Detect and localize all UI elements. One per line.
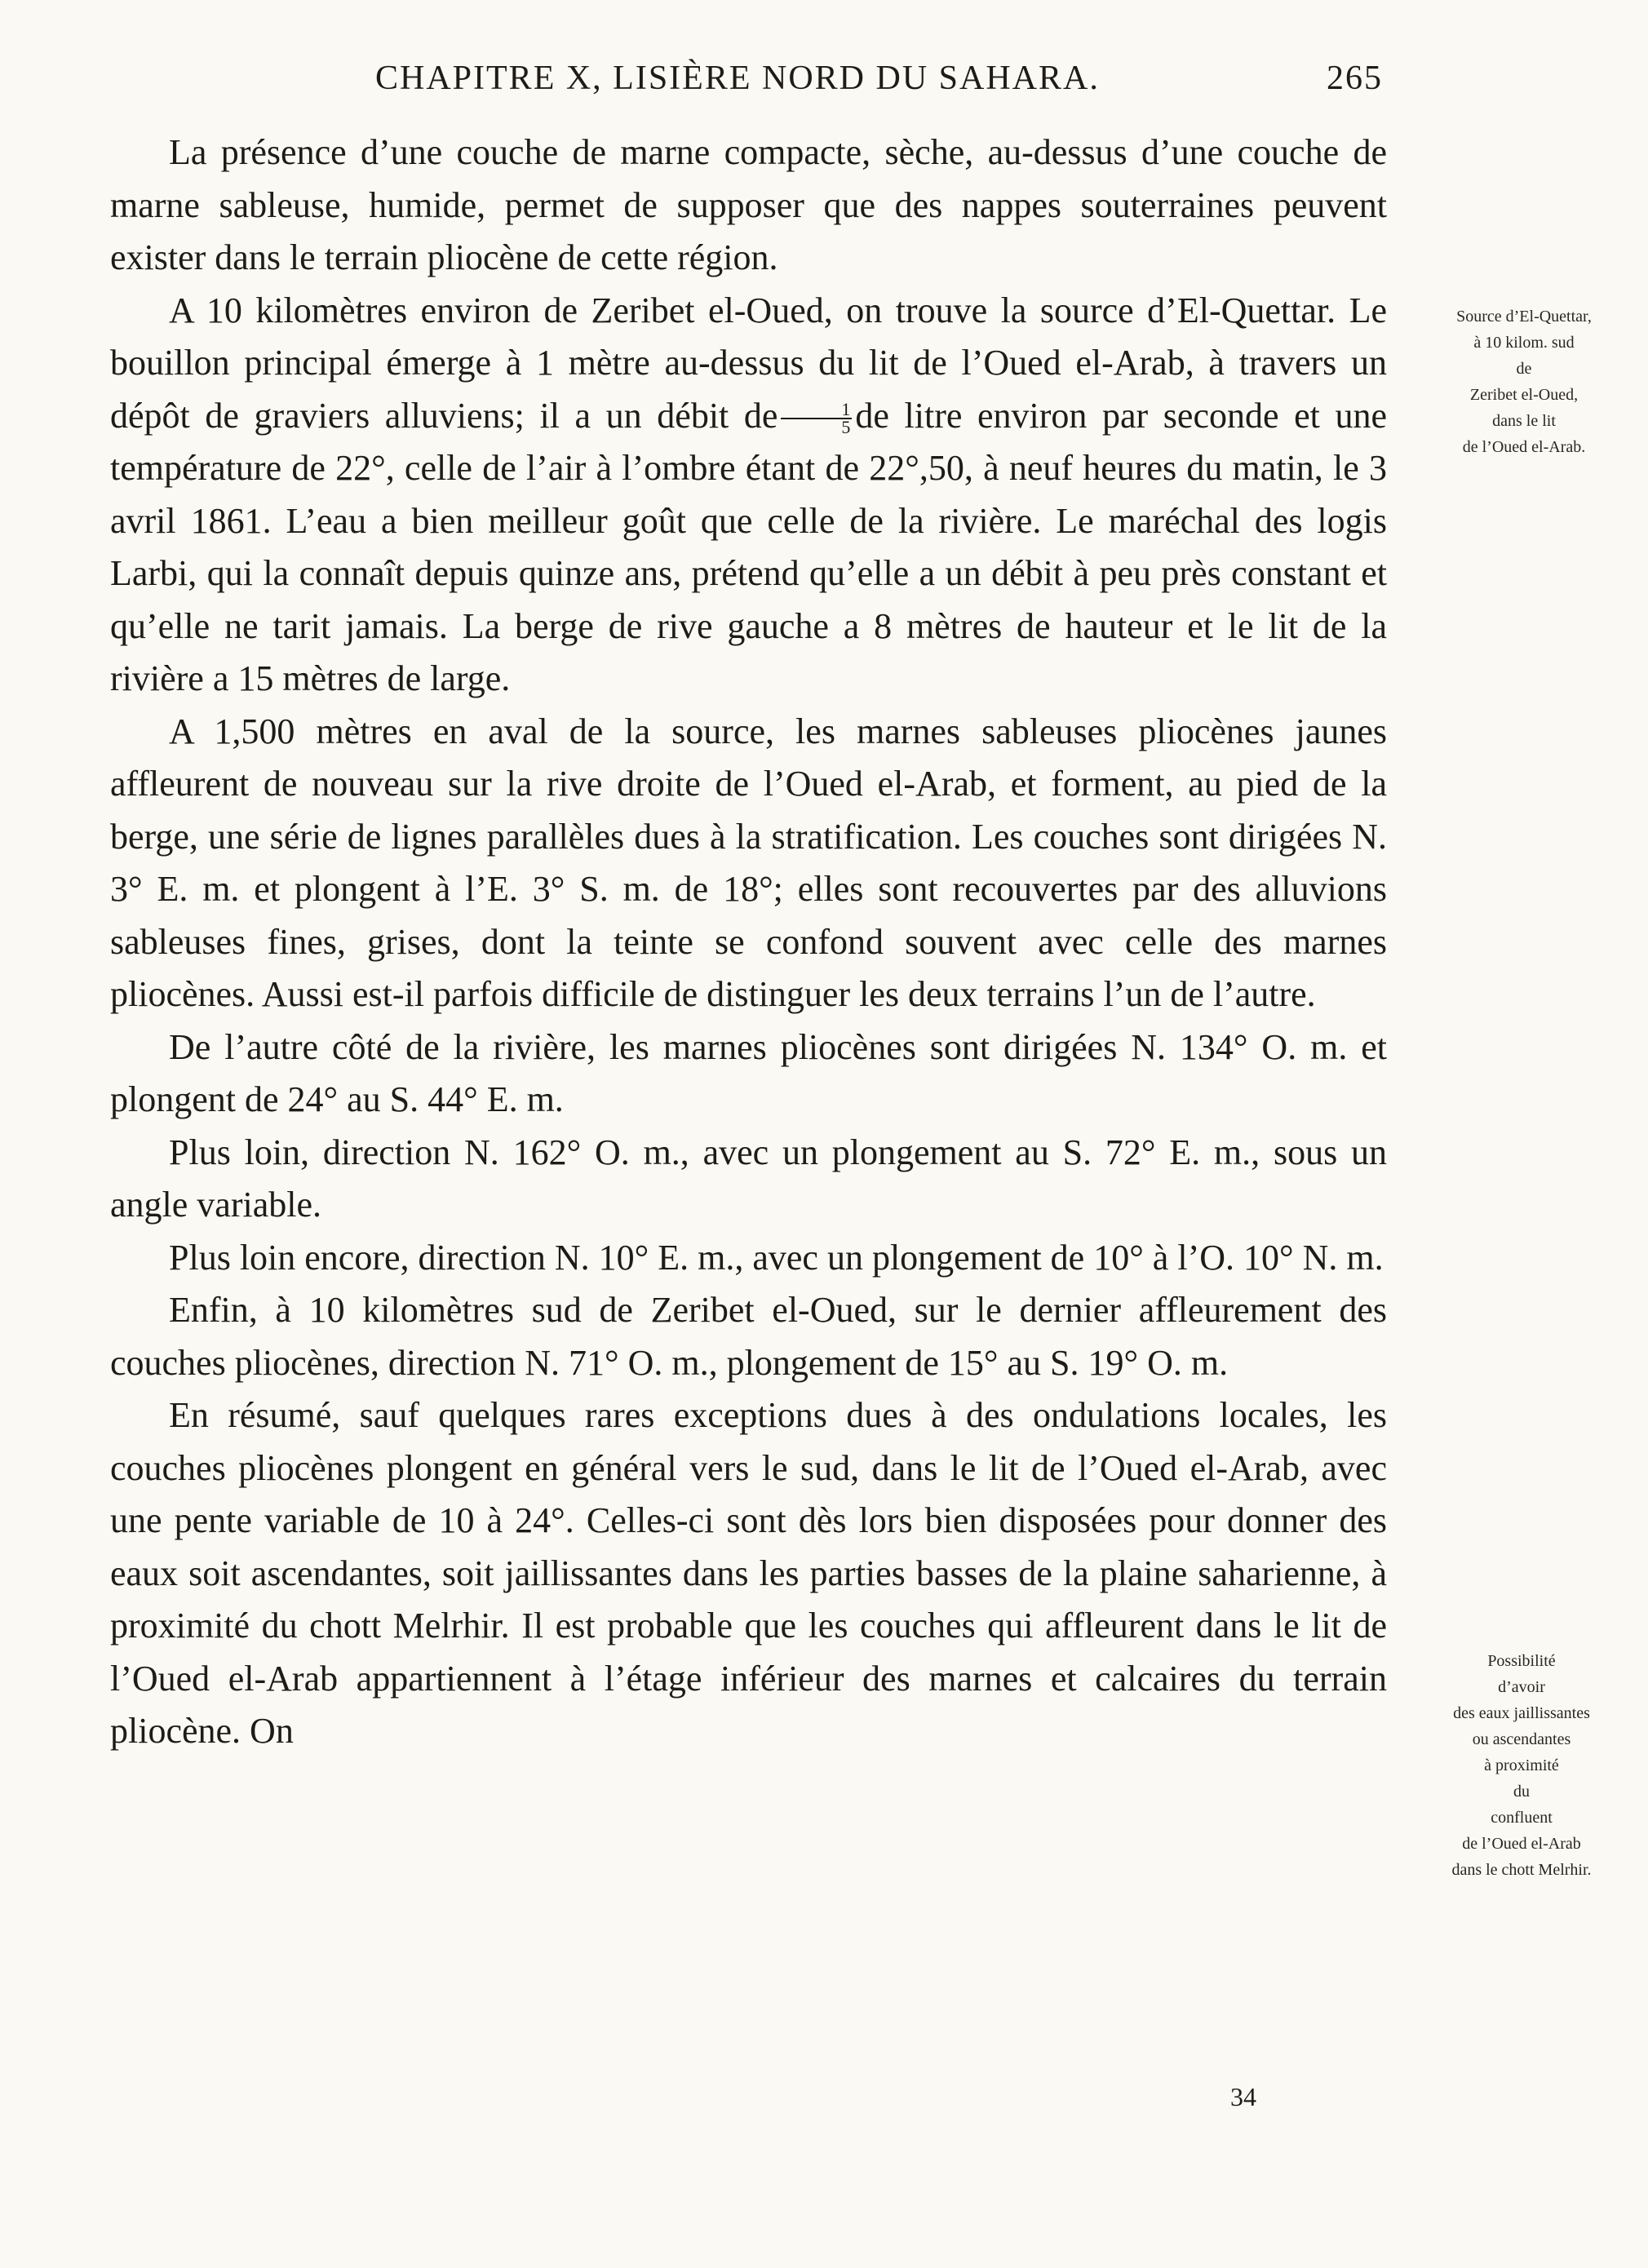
sidenote-line: Zeribet el-Oued, bbox=[1469, 386, 1579, 404]
sidenote-line: du bbox=[1513, 1783, 1530, 1801]
sidenote-line: des eaux jaillissantes bbox=[1453, 1704, 1590, 1722]
paragraph-aval: A 1,500 mètres en aval de la source, les marnes sableuses pliocènes jaunes affleurent de nouveau sur la rive droite de l’Oued el-Arab, et forment, au pied de la berge, une série de lignes parallèles dues à la stratification. Les couches sont dirigées N. 3° E. m. et plongent à l’E. 3° S. m. de 18°; elles sont recouvertes par des alluvions sableuses fines, grises, dont la teinte se confond souvent avec celle des marnes pliocènes. Aussi est-il parfois difficile de distinguer les deux terrains l’un de l’autre. bbox=[110, 711, 1387, 1014]
body-text bbox=[110, 126, 1387, 1758]
signature-mark: 34 bbox=[1230, 2082, 1256, 2111]
paragraph-enfin: Enfin, à 10 kilomètres sud de Zeribet el-Oued, sur le dernier affleurement des couches pliocènes, direction N. 71° O. m., plongement de 15° au S. 19° O. m. bbox=[110, 1290, 1387, 1383]
source-text-before: A 10 kilomètres environ de Zeribet el-Oued, on trouve la source d’El-Quettar. Le bouillon principal émerge à 1 mètre au-dessus du lit de l’Oued el-Arab, à travers un dépôt de graviers alluviens; il a un débit de bbox=[110, 290, 1387, 436]
sidenote-line: à proximité bbox=[1484, 1756, 1559, 1774]
paragraph-marne: La présence d’une couche de marne compacte, sèche, au-dessus d’une couche de marne sableuse, humide, permet de supposer que des nappes souterraines peuvent exister dans le terrain pliocène de cette région. bbox=[110, 132, 1387, 277]
sidenote-source bbox=[1418, 303, 1630, 460]
paragraph-plus-loin-encore: Plus loin encore, direction N. 10° E. m., avec un plongement de 10° à l’O. 10° N. m. bbox=[169, 1237, 1384, 1278]
fraction-one-fifth bbox=[781, 401, 852, 436]
sidenote-line: dans le lit bbox=[1492, 412, 1556, 430]
sidenote-line: de l’Oued el-Arab bbox=[1462, 1835, 1581, 1853]
sidenote-line: de l’Oued el-Arab. bbox=[1462, 438, 1586, 456]
page-number: 265 bbox=[1327, 60, 1383, 97]
sidenote-line: dans le chott Melrhir. bbox=[1451, 1861, 1592, 1879]
sidenote-line: à 10 kilom. sud bbox=[1473, 334, 1575, 352]
sidenote-line: de bbox=[1516, 360, 1532, 378]
sidenote-line: Possibilité bbox=[1487, 1652, 1556, 1670]
sidenote-line: confluent bbox=[1491, 1809, 1553, 1827]
paragraph-source bbox=[110, 285, 1387, 706]
paragraph-plus-loin: Plus loin, direction N. 162° O. m., avec un plongement au S. 72° E. m., sous un angle variable. bbox=[110, 1132, 1387, 1225]
paragraph-autre-cote: De l’autre côté de la rivière, les marnes pliocènes sont dirigées N. 134° O. m. et plongent de 24° au S. 44° E. m. bbox=[110, 1026, 1387, 1119]
sidenote-line: ou ascendantes bbox=[1472, 1730, 1571, 1748]
page-header bbox=[110, 59, 1383, 108]
fraction-denominator: 5 bbox=[841, 417, 851, 438]
paragraph-resume: En résumé, sauf quelques rares exceptions dues à des ondulations locales, les couches pliocènes plongent en général vers le sud, dans le lit de l’Oued el-Arab, avec une pente variable de 10 à 24°. Celles-ci sont dès lors bien disposées pour donner des eaux soit ascendantes, soit jaillissantes dans les parties basses de la plaine saharienne, à proximité du chott Melrhir. Il est probable que les couches qui affleurent dans le lit de l’Oued el-Arab appartiennent à l’étage inférieur des marnes et calcaires du terrain pliocène. On bbox=[110, 1395, 1387, 1751]
fraction-numerator: 1 bbox=[781, 401, 852, 419]
running-title: CHAPITRE X, LISIÈRE NORD DU SAHARA. bbox=[375, 60, 1100, 97]
sidenote-line: d’avoir bbox=[1498, 1678, 1545, 1696]
source-text-after: de litre environ par seconde et une température de 22°, celle de l’air à l’ombre étant de 22°,50, à neuf heures du matin, le 3 avril 1861. L’eau a bien meilleur goût que celle de la rivière. Le maréchal des logis Larbi, qui la connaît depuis quinze ans, prétend qu’elle a un débit à peu près constant et qu’elle ne tarit jamais. La berge de rive gauche a 8 mètres de hauteur et le lit de la rivière a 15 mètres de large. bbox=[110, 395, 1388, 698]
sidenote-possibility bbox=[1407, 1648, 1636, 1883]
sidenote-line: Source d’El-Quettar, bbox=[1456, 308, 1592, 326]
